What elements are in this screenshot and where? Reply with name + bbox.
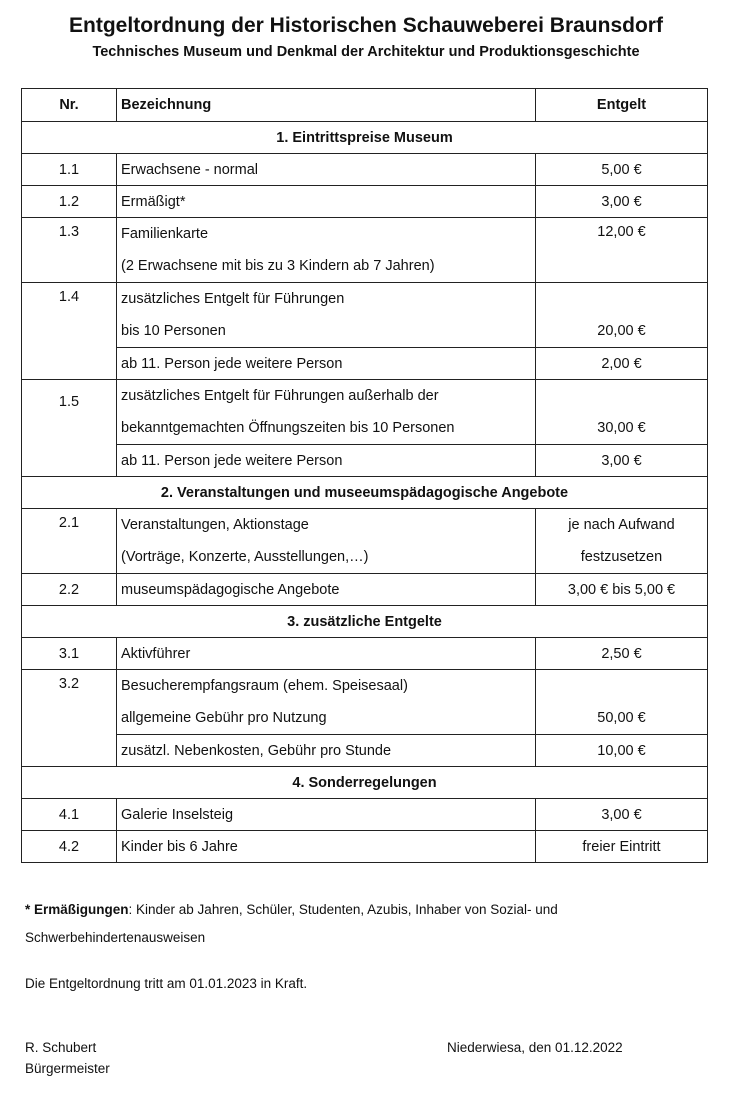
row-entgelt-line: festzusetzen xyxy=(580,549,663,565)
row-nr: 1.2 xyxy=(22,186,117,218)
section-row xyxy=(22,122,708,154)
document-subtitle: Technisches Museum und Denkmal der Architektur und Produktionsgeschichte xyxy=(92,44,640,60)
row-bezeichnung-line: allgemeine Gebühr pro Nutzung xyxy=(121,710,327,726)
table-subrow xyxy=(22,445,708,477)
table-header-row xyxy=(22,89,708,122)
row-bezeichnung: ab 11. Person jede weitere Person xyxy=(117,445,536,477)
section-heading: 1. Eintrittspreise Museum xyxy=(22,122,708,154)
row-bezeichnung: museumspädagogische Angebote xyxy=(117,574,536,606)
row-bezeichnung xyxy=(117,380,536,445)
signer-title: Bürgermeister xyxy=(25,1061,110,1076)
table-row xyxy=(22,509,708,574)
row-nr: 2.1 xyxy=(22,509,117,574)
row-bezeichnung-line: (2 Erwachsene mit bis zu 3 Kindern ab 7 Jahren) xyxy=(121,258,435,274)
table-row xyxy=(22,831,708,863)
row-nr: 3.2 xyxy=(22,670,117,767)
discount-note-label: * Ermäßigungen xyxy=(25,902,129,917)
table-row xyxy=(22,154,708,186)
row-nr: 1.4 xyxy=(22,283,117,380)
table-row xyxy=(22,638,708,670)
row-bezeichnung-line: Besucherempfangsraum (ehem. Speisesaal) xyxy=(121,678,408,694)
row-bezeichnung: Ermäßigt* xyxy=(117,186,536,218)
table-row xyxy=(22,186,708,218)
row-bezeichnung: Aktivführer xyxy=(117,638,536,670)
document-title: Entgeltordnung der Historischen Schauweberei Braunsdorf xyxy=(69,14,663,37)
row-nr: 4.2 xyxy=(22,831,117,863)
row-nr: 1.3 xyxy=(22,218,117,283)
table-subrow xyxy=(22,735,708,767)
row-bezeichnung xyxy=(117,509,536,574)
table-subrow xyxy=(22,348,708,380)
row-bezeichnung: Kinder bis 6 Jahre xyxy=(117,831,536,863)
row-entgelt xyxy=(536,670,708,735)
table-row xyxy=(22,380,708,445)
signer-name: R. Schubert xyxy=(25,1040,97,1055)
row-bezeichnung xyxy=(117,283,536,348)
row-bezeichnung: Erwachsene - normal xyxy=(117,154,536,186)
row-entgelt xyxy=(536,380,708,445)
row-entgelt: 2,50 € xyxy=(536,638,708,670)
row-entgelt: freier Eintritt xyxy=(536,831,708,863)
section-heading: 4. Sonderregelungen xyxy=(22,767,708,799)
row-nr: 4.1 xyxy=(22,799,117,831)
row-entgelt: 3,00 € xyxy=(536,186,708,218)
table-row xyxy=(22,283,708,348)
row-bezeichnung xyxy=(117,670,536,735)
row-bezeichnung-line: bekanntgemachten Öffnungszeiten bis 10 Personen xyxy=(121,420,455,436)
header-bezeichnung: Bezeichnung xyxy=(117,89,536,122)
row-bezeichnung-line: Veranstaltungen, Aktionstage xyxy=(121,517,309,533)
section-row xyxy=(22,767,708,799)
table-row xyxy=(22,670,708,735)
row-entgelt: 2,00 € xyxy=(536,348,708,380)
row-entgelt-line: 20,00 € xyxy=(597,323,646,339)
row-nr: 2.2 xyxy=(22,574,117,606)
row-entgelt: 5,00 € xyxy=(536,154,708,186)
table-row xyxy=(22,574,708,606)
section-heading: 3. zusätzliche Entgelte xyxy=(22,606,708,638)
section-row xyxy=(22,477,708,509)
row-bezeichnung: zusätzl. Nebenkosten, Gebühr pro Stunde xyxy=(117,735,536,767)
row-bezeichnung-line: zusätzliches Entgelt für Führungen xyxy=(121,291,345,307)
row-bezeichnung: Galerie Inselsteig xyxy=(117,799,536,831)
discount-note xyxy=(25,902,558,917)
row-bezeichnung-line: zusätzliches Entgelt für Führungen außerhalb der xyxy=(121,388,439,404)
header-entgelt: Entgelt xyxy=(536,89,708,122)
row-bezeichnung-line: Familienkarte xyxy=(121,226,209,242)
row-entgelt xyxy=(536,283,708,348)
row-nr: 1.1 xyxy=(22,154,117,186)
table-row xyxy=(22,799,708,831)
row-nr: 1.5 xyxy=(22,380,117,477)
place-date: Niederwiesa, den 01.12.2022 xyxy=(447,1040,623,1055)
effective-date-note: Die Entgeltordnung tritt am 01.01.2023 in Kraft. xyxy=(25,976,308,991)
header-nr: Nr. xyxy=(22,89,117,122)
row-bezeichnung-line: (Vorträge, Konzerte, Ausstellungen,…) xyxy=(121,549,369,565)
row-nr: 3.1 xyxy=(22,638,117,670)
discount-note-continued: Schwerbehindertenausweisen xyxy=(25,930,206,945)
section-heading: 2. Veranstaltungen und museeumspädagogische Angebote xyxy=(22,477,708,509)
fee-table xyxy=(21,88,708,863)
row-entgelt-line: 50,00 € xyxy=(597,710,646,726)
row-entgelt-line: je nach Aufwand xyxy=(568,517,675,533)
discount-note-text: : Kinder ab Jahren, Schüler, Studenten, Azubis, Inhaber von Sozial- und xyxy=(128,902,558,917)
row-entgelt: 3,00 € xyxy=(536,445,708,477)
row-bezeichnung xyxy=(117,218,536,283)
row-entgelt: 3,00 € bis 5,00 € xyxy=(536,574,708,606)
row-bezeichnung-line: bis 10 Personen xyxy=(121,323,226,339)
row-entgelt: 10,00 € xyxy=(536,735,708,767)
row-bezeichnung: ab 11. Person jede weitere Person xyxy=(117,348,536,380)
section-row xyxy=(22,606,708,638)
row-entgelt: 12,00 € xyxy=(536,218,708,283)
row-entgelt xyxy=(536,509,708,574)
row-entgelt-line: 30,00 € xyxy=(597,420,646,436)
row-entgelt: 3,00 € xyxy=(536,799,708,831)
table-row xyxy=(22,218,708,283)
